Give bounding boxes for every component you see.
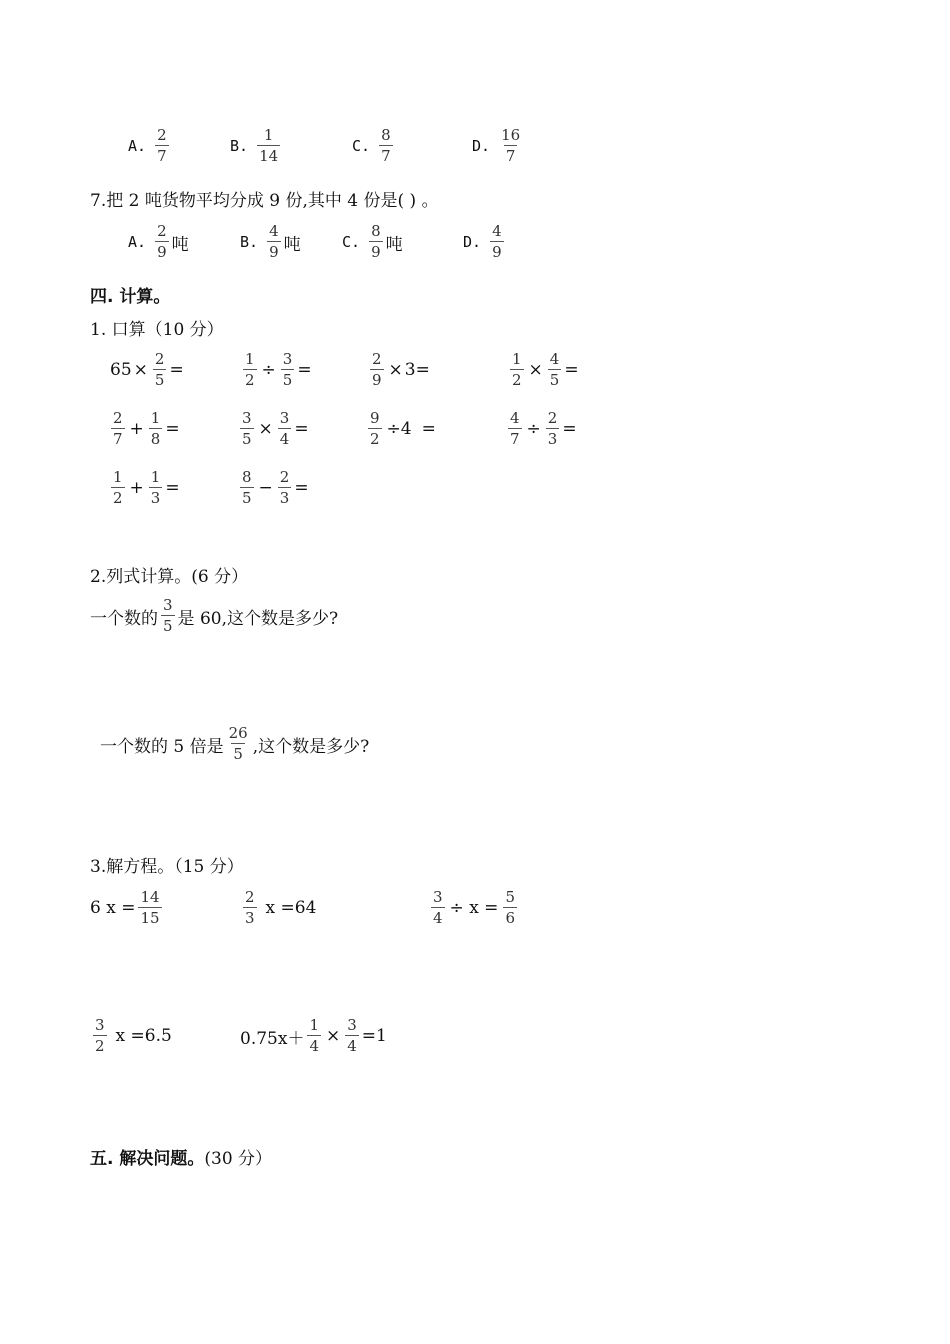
q6-option-d: D. $\frac{16}{7}$	[472, 126, 521, 165]
fraction: $\frac{4}{9}$	[492, 222, 502, 261]
equation-5: 0.75x＋ $\frac{1}{4}$ × $\frac{3}{4}$ =1	[240, 1016, 387, 1055]
oral-r1c2: $\frac{1}{2}$ ÷ $\frac{3}{5}$ =	[245, 350, 312, 389]
oral-r3c1: $\frac{1}{2}$ + $\frac{1}{3}$ =	[113, 468, 180, 507]
equation-4: $\frac{3}{2}$ x =6.5	[95, 1016, 172, 1055]
q6-option-c: C. $\frac{8}{7}$	[352, 126, 391, 165]
section-4-title: 四. 计算。	[90, 287, 171, 307]
oral-r1c4: $\frac{1}{2}$ × $\frac{4}{5}$ =	[512, 350, 579, 389]
word-problem-2: 一个数的 5 倍是 $\frac{26}{5}$ ,这个数是多少?	[100, 724, 370, 763]
oral-r1c1: 65 × $\frac{2}{5}$ =	[110, 350, 184, 389]
fraction: $\frac{1}{14}$	[259, 126, 279, 165]
fraction: $\frac{2}{9}$	[157, 222, 167, 261]
fraction: $\frac{2}{7}$	[157, 126, 167, 165]
q6-option-a: A. $\frac{2}{7}$	[128, 126, 167, 165]
q7-option-b: B. $\frac{4}{9}$ 吨	[240, 222, 301, 261]
q7-option-c: C. $\frac{8}{9}$ 吨	[342, 222, 403, 261]
oral-r2c4: $\frac{4}{7}$ ÷ $\frac{2}{3}$ =	[510, 409, 577, 448]
equation-1: 6 x = $\frac{14}{15}$	[90, 888, 160, 927]
oral-r1c3: $\frac{2}{9}$ × 3=	[372, 350, 430, 389]
equation-3: $\frac{3}{4}$ ÷ x = $\frac{5}{6}$	[433, 888, 515, 927]
oral-r3c2: $\frac{8}{5}$ − $\frac{2}{3}$ =	[242, 468, 309, 507]
section-5-title: 五. 解决问题。 (30 分）	[90, 1149, 273, 1169]
written-calc-heading: 2.列式计算。(6 分）	[90, 567, 249, 587]
oral-r2c2: $\frac{3}{5}$ × $\frac{3}{4}$ =	[242, 409, 309, 448]
oral-calc-heading: 1. 口算（10 分）	[90, 320, 224, 340]
question-7: 7.把 2 吨货物平均分成 9 份,其中 4 份是( ) 。	[90, 191, 439, 211]
fraction: $\frac{4}{9}$	[269, 222, 279, 261]
fraction: $\frac{8}{7}$	[381, 126, 391, 165]
q7-option-a: A. $\frac{2}{9}$ 吨	[128, 222, 189, 261]
q6-option-b: B. $\frac{1}{14}$	[230, 126, 279, 165]
fraction: $\frac{16}{7}$	[501, 126, 521, 165]
oral-r2c3: $\frac{9}{2}$ ÷4 =	[370, 409, 436, 448]
equations-heading: 3.解方程。（15 分）	[90, 857, 244, 877]
oral-r2c1: $\frac{2}{7}$ + $\frac{1}{8}$ =	[113, 409, 180, 448]
equation-2: $\frac{2}{3}$ x =64	[245, 888, 317, 927]
word-problem-1: 一个数的 $\frac{3}{5}$ 是 60,这个数是多少?	[90, 596, 339, 635]
q7-option-d: D. $\frac{4}{9}$	[463, 222, 502, 261]
fraction: $\frac{8}{9}$	[371, 222, 381, 261]
